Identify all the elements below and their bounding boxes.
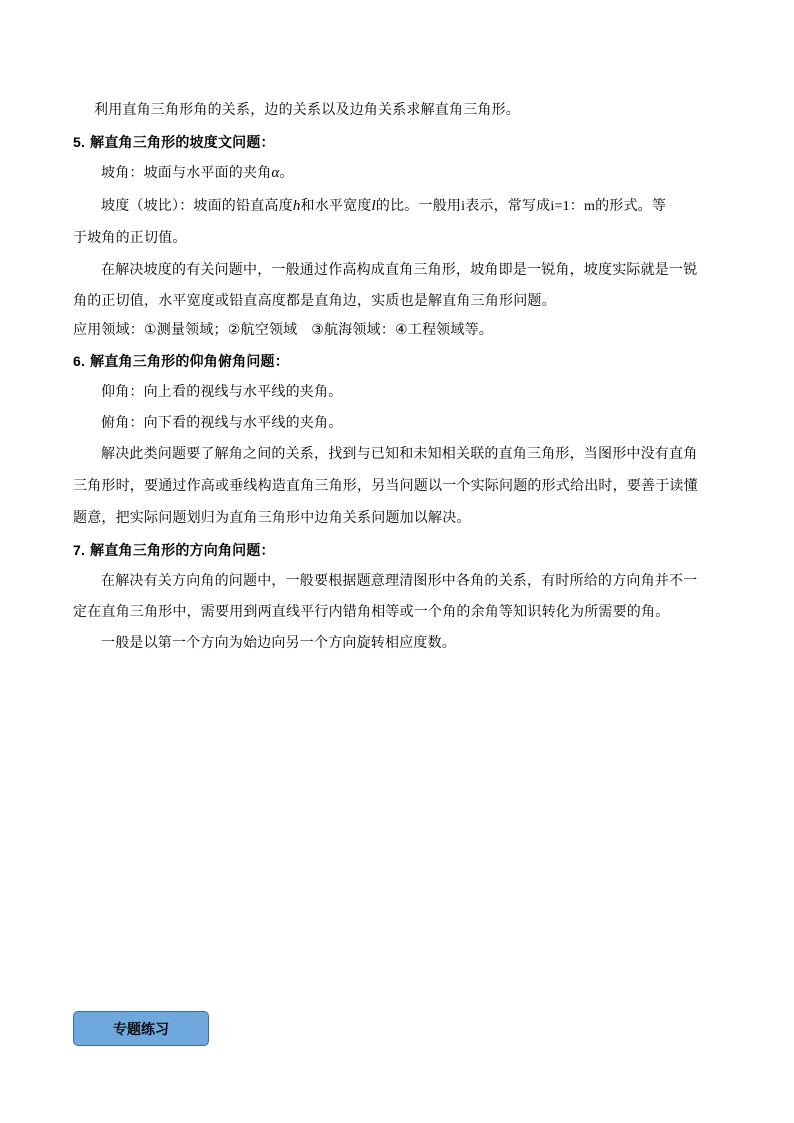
gradient-definition-cont: 于坡角的正切值。 <box>73 230 187 246</box>
section-6-heading <box>73 351 289 372</box>
applications-line <box>73 320 493 340</box>
elevation-paragraph-line-2: 三角形时，要通过作高或垂线构造直角三角形，另当问题以一个实际问题的形式给出时，要善于读懂 <box>73 478 698 494</box>
alpha-symbol: α <box>271 165 280 181</box>
topic-practice-button[interactable] <box>73 1011 209 1046</box>
gradient-definition <box>101 196 666 217</box>
gradient-text-d: 表示，常写成 <box>465 198 551 214</box>
slope-angle-definition <box>101 163 294 183</box>
gradient-text-b: 和水平宽度 <box>300 198 372 214</box>
direction-paragraph-line-1: 在解决有关方向角的问题中，一般要根据题意理清图形中各角的关系，有时所给的方向角并不一 <box>101 573 698 589</box>
elevation-angle-definition: 仰角：向上看的视线与水平线的夹角。 <box>101 384 343 400</box>
section-5-number: 5. <box>73 134 86 150</box>
gradient-text-a: 坡度（坡比）：坡面的铅直高度 <box>101 198 293 214</box>
h-symbol: h <box>292 198 301 214</box>
gradient-text-e: 的形式。等 <box>595 198 667 214</box>
section-7-number: 7. <box>73 542 86 558</box>
section-7-heading <box>73 540 275 561</box>
applications-text-b: ③航海领域：④工程领域等。 <box>311 322 493 338</box>
section-7-title: 解直角三角形的方向角问题： <box>90 543 275 559</box>
section-6-number: 6. <box>73 353 86 369</box>
section-5-heading <box>73 132 275 153</box>
l-symbol: l <box>371 198 376 214</box>
gradient-text-c: 的比。一般用 <box>375 198 462 214</box>
slope-angle-text: 坡角：坡面与水平面的夹角 <box>101 165 272 181</box>
elevation-paragraph-line-1: 解决此类问题要了解角之间的关系，找到与已知和未知相关联的直角三角形，当图形中没有直角 <box>101 446 698 462</box>
elevation-paragraph-line-3: 题意，把实际问题划归为直角三角形中边角关系问题加以解决。 <box>73 510 471 526</box>
intro-line: 利用直角三角形角的关系，边的关系以及边角关系求解直角三角形。 <box>94 102 520 118</box>
slope-paragraph-line-2: 角的正切值，水平宽度或铅直高度都是直角边，实质也是解直角三角形问题。 <box>73 293 556 309</box>
topic-practice-label: 专题练习 <box>113 1021 169 1038</box>
section-6-title: 解直角三角形的仰角俯角问题： <box>90 354 289 370</box>
direction-paragraph-line-3: 一般是以第一个方向为始边向另一个方向旋转相应度数。 <box>101 635 456 651</box>
slope-angle-end: 。 <box>279 165 294 181</box>
gradient-formula: i=1：m <box>550 199 596 214</box>
applications-text-a: 应用领域：①测量领域；②航空领域 <box>73 322 298 338</box>
depression-angle-definition: 俯角：向下看的视线与水平线的夹角。 <box>101 415 343 431</box>
section-5-title: 解直角三角形的坡度文问题： <box>90 135 275 151</box>
direction-paragraph-line-2: 定在直角三角形中，需要用到两直线平行内错角相等或一个角的余角等知识转化为所需要的角。 <box>73 604 670 620</box>
slope-paragraph-line-1: 在解决坡度的有关问题中，一般通过作高构成直角三角形，坡角即是一锐角，坡度实际就是一锐 <box>101 262 698 278</box>
i-symbol: i <box>461 199 466 214</box>
